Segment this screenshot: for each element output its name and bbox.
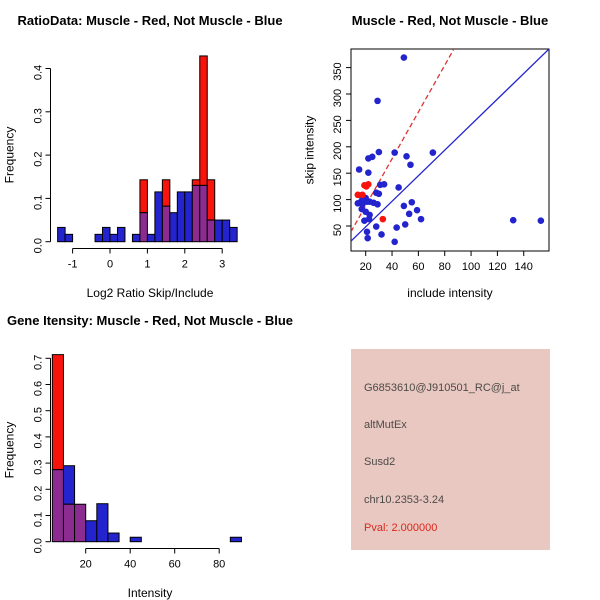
svg-text:0.4: 0.4: [32, 433, 45, 449]
ratio-histogram-title: RatioData: Muscle - Red, Not Muscle - Blue: [17, 13, 283, 28]
scatter-ylabel: skip intensity: [302, 115, 317, 185]
svg-text:0.5: 0.5: [32, 407, 45, 423]
svg-text:60: 60: [168, 558, 181, 571]
svg-text:50: 50: [332, 223, 344, 237]
svg-text:0.2: 0.2: [32, 485, 45, 501]
svg-text:20: 20: [359, 261, 372, 273]
svg-text:0: 0: [106, 258, 114, 271]
svg-text:80: 80: [213, 558, 226, 571]
svg-text:80: 80: [438, 261, 451, 273]
svg-text:120: 120: [488, 261, 507, 273]
svg-text:0.6: 0.6: [32, 380, 45, 397]
svg-text:40: 40: [385, 261, 399, 273]
ratio-histogram-ylabel: Frequency: [2, 126, 17, 184]
svg-text:0.3: 0.3: [32, 459, 45, 475]
svg-text:350: 350: [332, 62, 344, 81]
scatter-plot: [300, 0, 600, 300]
ratio-histogram-plot: [0, 0, 300, 300]
svg-text:140: 140: [514, 261, 533, 273]
svg-text:0.3: 0.3: [32, 108, 45, 124]
svg-text:100: 100: [332, 194, 344, 213]
svg-text:0.1: 0.1: [32, 194, 45, 211]
gene-intensity-histogram-title: Gene Itensity: Muscle - Red, Not Muscle - Blue: [6, 313, 294, 328]
svg-text:250: 250: [332, 115, 344, 134]
svg-text:60: 60: [412, 261, 425, 273]
svg-text:300: 300: [332, 88, 344, 108]
svg-text:0.7: 0.7: [32, 354, 45, 370]
gene-intensity-histogram-plot: [0, 300, 300, 600]
svg-text:0.4: 0.4: [32, 64, 45, 81]
event-type-text: altMutEx: [364, 419, 407, 431]
svg-text:3: 3: [219, 258, 226, 271]
svg-text:2: 2: [181, 258, 188, 271]
chromosome-location-text: chr10.2353-3.24: [364, 494, 445, 506]
gene-info-box: [351, 349, 550, 550]
probe-id-text: G6853610@J910501_RC@j_at: [364, 382, 520, 394]
svg-text:0.1: 0.1: [32, 511, 45, 528]
gene-intensity-xlabel: Intensity: [127, 586, 173, 600]
svg-text:100: 100: [461, 261, 481, 273]
svg-text:0.0: 0.0: [32, 538, 45, 554]
svg-text:1: 1: [144, 258, 151, 271]
scatter-xlabel: include intensity: [407, 286, 493, 300]
svg-text:40: 40: [124, 558, 137, 571]
svg-text:150: 150: [332, 168, 344, 187]
gene-name-text: Susd2: [364, 456, 396, 468]
gene-intensity-ylabel: Frequency: [2, 421, 17, 479]
svg-text:0.0: 0.0: [32, 238, 45, 254]
svg-text:0.2: 0.2: [32, 151, 45, 167]
svg-text:-1: -1: [67, 258, 78, 271]
scatter-title: Muscle - Red, Not Muscle - Blue: [351, 13, 549, 28]
svg-text:200: 200: [332, 141, 344, 160]
ratio-histogram-xlabel: Log2 Ratio Skip/Include: [86, 286, 214, 300]
pvalue-text: Pval: 2.000000: [364, 522, 438, 534]
svg-text:20: 20: [79, 558, 92, 571]
